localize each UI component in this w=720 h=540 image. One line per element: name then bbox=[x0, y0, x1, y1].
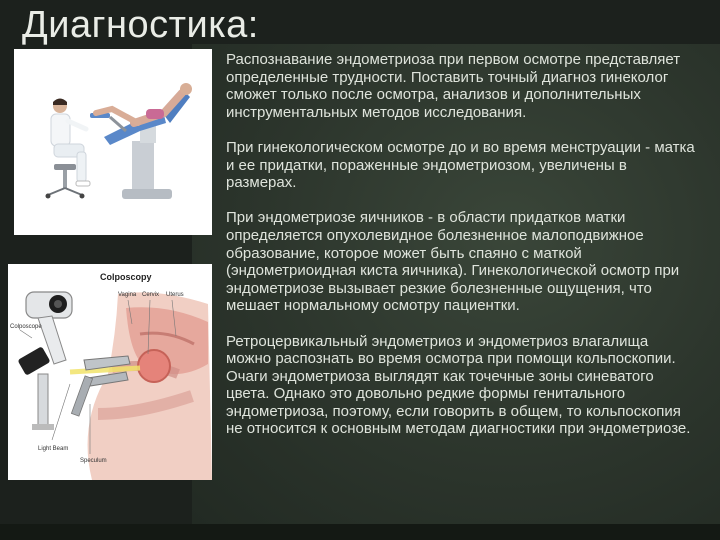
slide-title: Диагностика: bbox=[22, 4, 259, 46]
label-speculum: Speculum bbox=[80, 458, 107, 464]
examination-photo bbox=[14, 49, 212, 235]
paragraph-colposcopy: Ретроцервикальный эндометриоз и эндометриоз влагалища можно распознать во время осмотра при помощи кольпоскопии. Очаги эндометриоза выглядят как точечные зоны синеватого цвета. Однако это довольно редкие формы генитального эндометриоза, поэтому, если говорить в общем, то кольпоскопия не относится к основным методам диагностики при эндометриозе. bbox=[226, 332, 691, 438]
label-cervix: Cervix bbox=[142, 292, 160, 298]
label-colposcope: Colposcope bbox=[10, 324, 42, 330]
slide-body bbox=[226, 51, 696, 456]
label-uterus: Uterus bbox=[166, 292, 184, 298]
bottom-strip bbox=[0, 524, 720, 540]
colposcopy-illustration bbox=[8, 264, 212, 480]
paragraph-ovaries: При эндометриозе яичников - в области придатков матки определяется опухолевидное болезненное малоподвижное образование, которое может быть спаяно с маткой (эндометриоидная киста яичника). Гинекологической осмотр при эндометриозе вызывает резкие болезненные ощущения, что мешает нормальному осмотру пациентки. bbox=[226, 209, 680, 315]
colposcopy-title: Colposcopy bbox=[100, 272, 152, 282]
paragraph-difficulty: Распознавание эндометриоза при первом осмотре представляет определенные трудности. Поставить точный диагноз гинеколог сможет только после осмотра, анализов и дополнительных инструментальных методов исследования. bbox=[226, 51, 681, 121]
label-light-beam: Light Beam bbox=[38, 446, 69, 452]
label-vagina: Vagina bbox=[118, 292, 137, 298]
paragraph-menstruation: При гинекологическом осмотре до и во время менструации - матка и ее придатки, пораженные эндометриозом, увеличены в размерах. bbox=[226, 138, 695, 192]
